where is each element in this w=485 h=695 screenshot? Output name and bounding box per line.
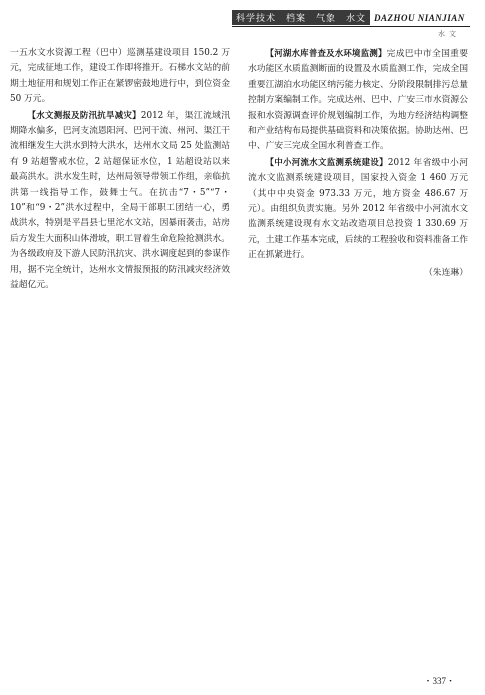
reservoir-section-text: 完成巴中市全国重要水功能区水质监测断面的设置及水质监测工作，完成全国重要江湖泊水功能区纳污能力核定、分阶段限制排污总量控制方案编制工作。完成达州、巴中、广安三市水资源公报和水资源调查评价规划编制工作，为地方经济结构调整和产业结构布局提供基础资料和决策依据。协助达州、巴中、广安三完成全国水利普查工作。 [248,49,468,152]
reservoir-section [248,46,468,155]
reservoir-section-title: 【河湖水库普查及水环境监测】 [265,48,387,58]
flood-section-title: 【水文测报及防汛抗旱减灾】 [27,109,141,120]
journal-title-en: DAZHOU NIANJIAN [374,12,465,23]
small-river-section [248,155,468,264]
right-column [248,46,468,281]
header-categories: 科学技术 档案 气象 水文 [232,10,370,25]
flood-section [10,108,230,294]
page-number: ・337・ [423,676,455,686]
running-header [232,9,470,27]
small-river-section-text: 2012 年省级中小河流水文监测系统建设项目，国家投入资金 1 460 万元（其中中央资金 973.33 万元，地方资金 486.67 万元）。由组织负责实施。另外 2012 年省级中小河流水文监测系统建设现有水文站改造项目总投资 1 330.69 万元，土建工作基本完成，后续的工程验收和资料准备工作正在抓紧进行。 [248,157,468,261]
intro-paragraph: 一五水文水资源工程（巴中）巡测基建设项目 150.2 万元，完成征地工作，建设工作即将推开。石梯水文站的前期土地征用和规划工作正在紧锣密鼓地进行中，到位资金 50 万元。 [10,48,230,105]
flood-section-text: 2012 年，渠江流域汛期降水偏多，巴河支流恩阳河、巴河干流、州河、渠江干流相继发生大洪水到特大洪水，达州水文局 25 处监测站有 9 站超警戒水位，2 站超保证水位，1 站超设站以来最高洪水。洪水发生时，达州局领导带领工作组，亲临抗洪第一线指导工作，鼓舞士气。在抗击“7・5”“7・10”和“9・2”洪水过程中，全局干部职工团结一心，勇战洪水，特别是平昌县七里沱水文站，因暴雨袭击，站房后方发生大面积山体滑坡，职工冒着生命危险抢测洪水。为各级政府及下游人民防汛抗灾、洪水调度起到的参谋作用，据不完全统计，达州水文情报预报的防汛减灾经济效益超亿元。 [10,110,231,291]
section-label: 水文 [438,30,460,38]
left-column [10,46,230,294]
author-signature: （朱连琳） [424,267,468,278]
small-river-section-title: 【中小河流水文监测系统建设】 [265,156,388,167]
